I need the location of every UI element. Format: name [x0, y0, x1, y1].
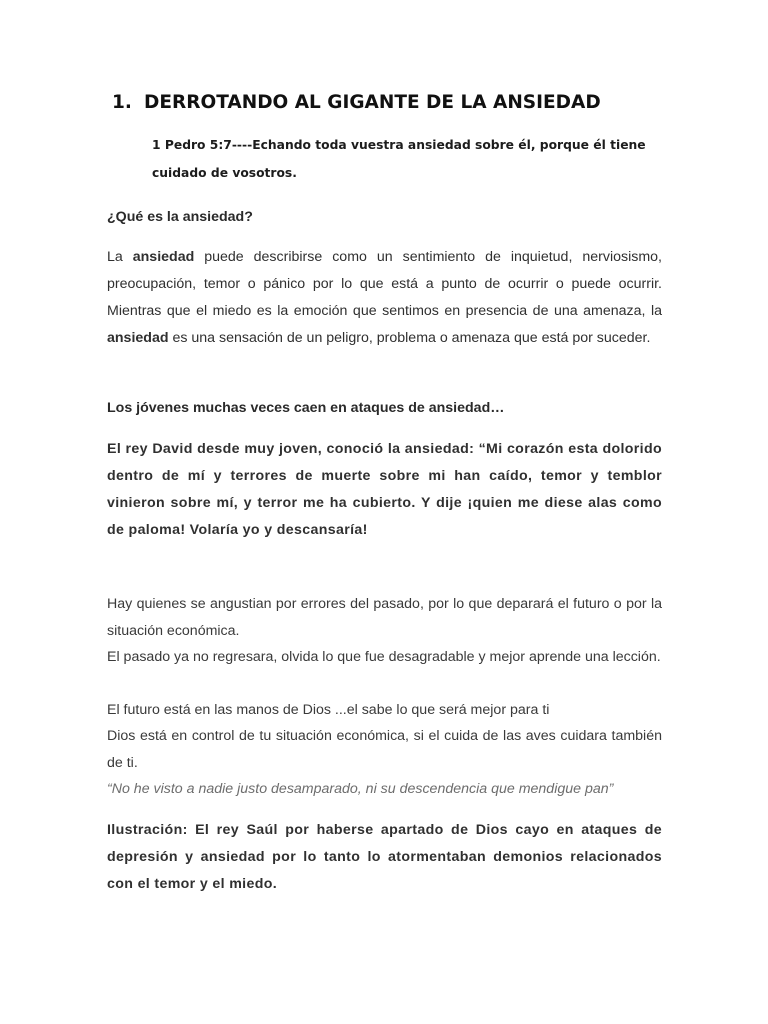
definition-part-3: es una sensación de un peligro, problema o amenaza que está por suceder. — [172, 330, 651, 346]
david-paragraph: El rey David desde muy joven, conoció la ansiedad: “Mi corazón esta dolorido dentro de mí y terrores de muerte sobre mi han caído, temor y temblor vinieron sobre mí, y terror me ha cubierto. Y dije ¡quien me diese alas como de paloma! Volaría yo y descansaría! — [107, 441, 662, 538]
reflection-paragraph-3: El futuro está en las manos de Dios ...el sabe lo que será mejor para ti — [107, 702, 550, 718]
definition-part-2: puede describirse como un sentimiento de inquietud, nerviosismo, preocupación, temor o pánico por lo que está a punto de ocurrir o puede ocurrir. Mientras que el miedo es la emoción que sentimos en presencia de una amenaza, la — [107, 249, 662, 319]
definition-part-1: La — [107, 249, 123, 265]
reflection-paragraph-2: El pasado ya no regresara, olvida lo que fue desagradable y mejor aprende una lección. — [107, 649, 661, 665]
heading-number: 1. — [112, 92, 132, 113]
page-title — [112, 92, 732, 113]
definition-term-1: ansiedad — [132, 249, 195, 265]
youth-line: Los jóvenes muchas veces caen en ataques de ansiedad… — [107, 400, 505, 416]
scripture-verse: 1 Pedro 5:7----Echando toda vuestra ansiedad sobre él, porque él tiene cuidado de vosotros. — [152, 138, 646, 180]
section-question: ¿Qué es la ansiedad? — [107, 209, 253, 225]
scripture-quote: “No he visto a nadie justo desamparado, ni su descendencia que mendigue pan” — [107, 781, 614, 797]
definition-term-2: ansiedad — [107, 330, 169, 346]
heading-text: DERROTANDO AL GIGANTE DE LA ANSIEDAD — [144, 92, 601, 113]
reflection-paragraph-4: Dios está en control de tu situación económica, si el cuida de las aves cuidara también de ti. — [107, 728, 662, 771]
illustration-paragraph: Ilustración: El rey Saúl por haberse apartado de Dios cayo en ataques de depresión y ansiedad por lo tanto lo atormentaban demonios relacionados con el temor y el miedo. — [107, 822, 662, 892]
reflection-paragraph-1: Hay quienes se angustian por errores del pasado, por lo que deparará el futuro o por la situación económica. — [107, 596, 662, 639]
definition-paragraph — [107, 244, 662, 352]
